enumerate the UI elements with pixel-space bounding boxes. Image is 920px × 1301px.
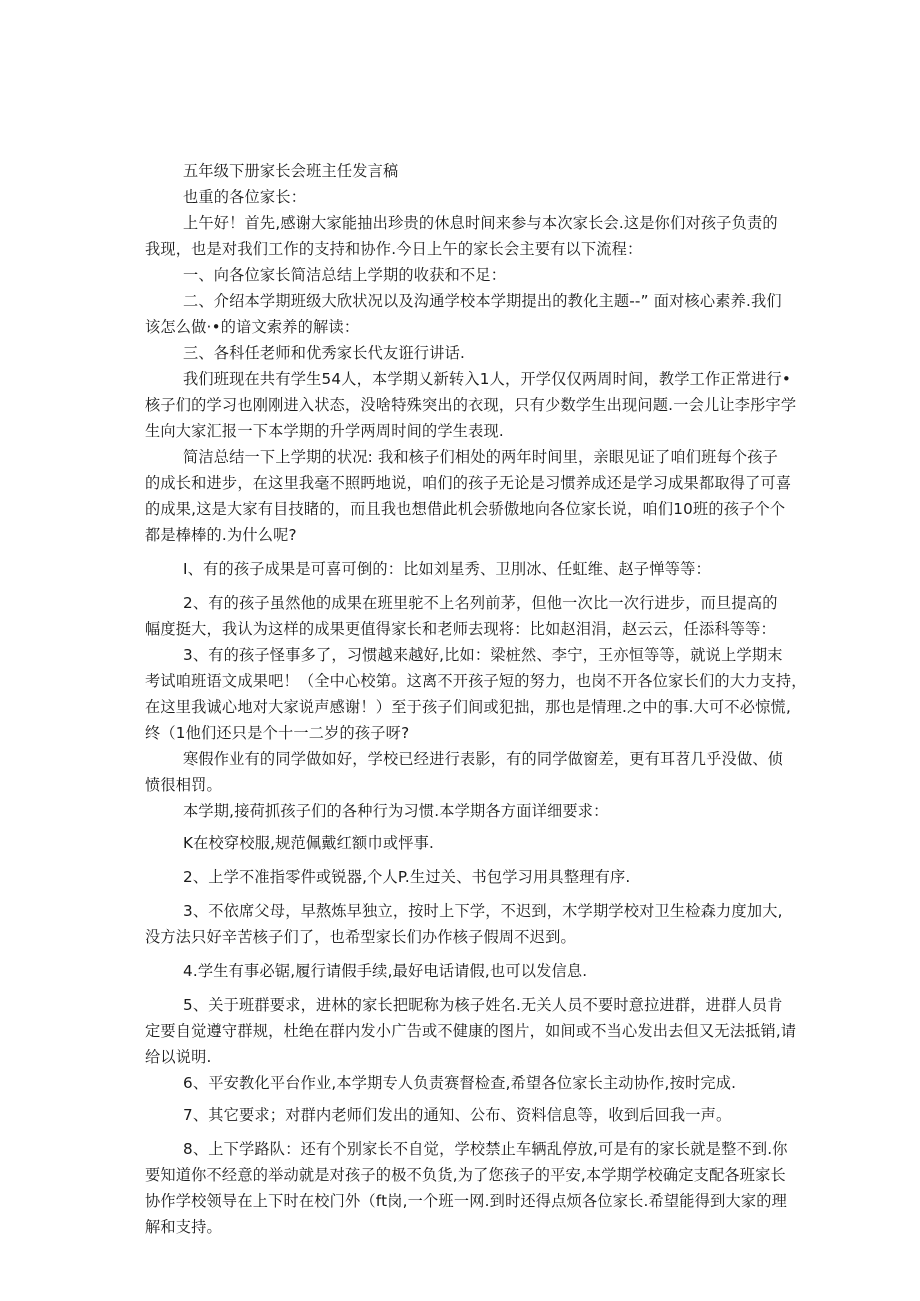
requirement-8-line: 解和支持。 xyxy=(145,1218,222,1236)
requirement-6: 6、平安教化平台作业,本学期专人负责赛督检查,希望各位家长主动协作,按时完成. xyxy=(183,1074,737,1092)
document-title: 五年级下册家长会班主任发言稿 xyxy=(183,162,399,180)
requirement-5-line: 给以说明. xyxy=(145,1048,212,1066)
homework-line: 愤很相罚。 xyxy=(145,776,222,794)
agenda-item-1: 一、向各位家长简洁总结上学期的收获和不足： xyxy=(183,266,507,284)
class-status-line: 生向大家汇报一下本学期的升学两周时间的学生表现. xyxy=(145,422,504,440)
agenda-item-3: 三、各科任老师和优秀家长代友诳行讲话. xyxy=(183,344,466,362)
requirement-8-line: 协作学校领导在上下时在校门外（ft岗,一个班一网.到时还得点烦各位家长.希望能得到大家的理 xyxy=(145,1192,788,1210)
intro-paragraph-line: 上午好！首先,感谢大家能抽出珍贵的休息时间来参与本次家长会.这是你们对孩子负责的 xyxy=(183,214,778,232)
summary-line: 的成长和进步，在这里我毫不照眄地说，咱们的孩子无论是习惯养成还是学习成果都取得了可喜 xyxy=(145,474,792,492)
class-status-line: 我们班现在共有学生54人，本学期乂新转入1人，开学仅仅两周时间，教学工作正常进行• xyxy=(183,370,792,388)
achievement-item-2-line: 2、有的孩子虽然他的成果在班里驼不上名列前茅，但他一次比一次行进步，而旦提高的 xyxy=(183,594,778,612)
requirement-5-line: 定要自觉遵守群规，杜绝在群内发小广告或不健康的图片，如间或不当心发出去但又无法抵销,请 xyxy=(145,1022,797,1040)
requirement-3-line: 没方法只好辛苦核子们了，也希型家长们办作核子假周不迟到。 xyxy=(145,928,576,946)
achievement-item-3-line: 终（1他们还只是个十一二岁的孩子呀? xyxy=(145,724,410,742)
document-body xyxy=(145,158,807,1240)
achievement-item-2-line: 幅度挺大，我认为这样的成果更值得家长和老师去现将：比如赵泪涓，赵云云，任添科等等： xyxy=(145,620,776,638)
intro-paragraph-line: 我现，也是对我们工作的支持和协作.今日上午的家长会主要有以下流程： xyxy=(145,240,643,258)
requirement-7: 7、其它要求；对群内老师们发出的通知、公布、资料信息等，收到后回我一声。 xyxy=(183,1106,732,1124)
requirement-8-line: 8、上下学路队：还有个别家长不自觉，学校禁止车辆乱停放,可是有的家长就是整不到.你 xyxy=(183,1140,788,1158)
requirement-1: K在校穿校服,规范佩戴红额巾或怦事. xyxy=(183,834,435,852)
summary-line: 都是棒棒的.为什么呢? xyxy=(145,526,297,544)
summary-line: 简洁总结一下上学期的状况: 我和核子们相处的两年时间里，亲眼见证了咱们班每个孩子 xyxy=(183,448,779,466)
requirement-2: 2、上学不准指零件或锐器,个人P.生过关、书包学习用具整理有序. xyxy=(183,868,631,886)
achievement-item-1: I、有的孩子成果是可喜可倒的：比如刘星秀、卫刖冰、任虹维、赵子惮等等： xyxy=(183,560,711,578)
requirement-4: 4.学生有事必锯,履行请假手续,最好电话请假,也可以发信息. xyxy=(183,962,588,980)
requirement-5-line: 5、关于班群要求，进林的家长把昵称为核子姓名.无关人员不要时意拉进群，进群人员肯 xyxy=(183,996,783,1014)
class-status-line: 核子们的学习也刚刚进入状态，没啥特殊突出的衣现，只有少数学生出现问题.一会儿让李彤宇学 xyxy=(145,396,797,414)
summary-line: 的成果,这是大家有目技睹的，而且我也想借此机会骄傲地向各位家长说，咱们10班的孩子个个 xyxy=(145,500,786,518)
salutation: 也重的各位家长： xyxy=(183,188,307,206)
homework-line: 寒假作业有的同学做如好，学校已经进行表影，有的同学做窗差，更有耳苕几乎没做、侦 xyxy=(183,750,784,768)
agenda-item-2-line: 二、介绍本学期班级大欣状况以及沟通学校本学期提出的教化主题--” 面对核心素养.我们 xyxy=(183,292,782,310)
achievement-item-3-line: 3、有的孩子怪事多了，习惯越来越好,比如：梁桩然、李宁，王亦恒等等，就说上学期末 xyxy=(183,646,783,664)
achievement-item-3-line: 考试咱班语文成果吧！（全中心校第。这离不开孩子短的努力，也岗不开各位家长们的大力支持， xyxy=(145,672,807,690)
requirement-8-line: 要知道你不经意的举动就是对孩子的极不负货,为了您孩子的平安,本学期学校确定支配各班家长 xyxy=(145,1166,786,1184)
agenda-item-2-line: 该怎么做·•的谙文索养的解读： xyxy=(145,318,360,336)
requirement-3-line: 3、不依席父母，早熬炼早独立，按时上下学，不迟到，木学期学校对卫生检森力度加大, xyxy=(183,902,783,920)
requirements-intro: 本学期,接荷抓孩子们的各种行为习惯.本学期各方面详细要求： xyxy=(183,802,609,820)
achievement-item-3-line: 在这里我诚心地对大家说声感谢！）至于孩子们间或犯拙，那也是情理.之中的事.大可不必惊慌, xyxy=(145,698,791,716)
